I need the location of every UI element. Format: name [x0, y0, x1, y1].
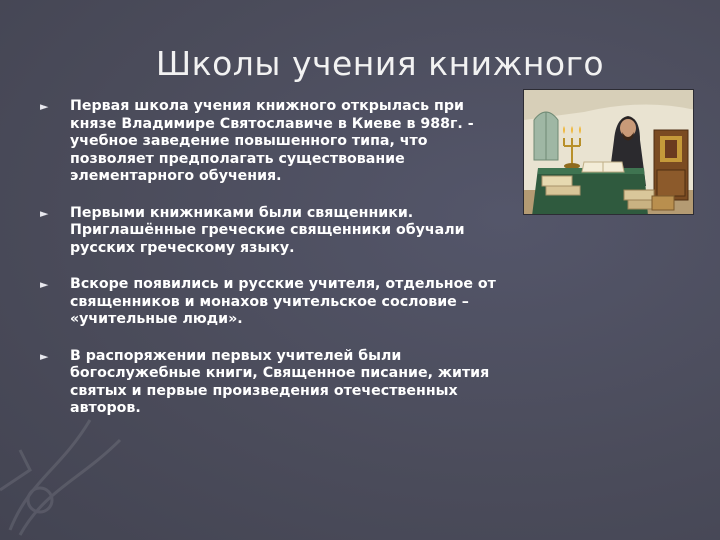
- slide-title: Школы учения книжного: [155, 44, 605, 83]
- triangle-right-icon: ►: [40, 349, 49, 363]
- triangle-right-icon: ►: [40, 278, 49, 291]
- scribe-at-desk-image: [524, 90, 694, 215]
- triangle-right-icon: ►: [40, 206, 49, 220]
- bullet-list: [40, 98, 500, 418]
- bullet-item: [40, 98, 500, 186]
- bullet-item: [40, 205, 500, 258]
- scribe-illustration: [523, 89, 694, 215]
- bullet-text: В распоряжении первых учителей были богослужебные книги, Священное писание, жития святых и первые произведения отечественных авторов.: [70, 347, 490, 416]
- bullet-text: Первая школа учения книжного открылась при князе Владимире Святославиче в Киеве в 988г. - учебное заведение повышенного типа, что позволяет предполагать существование элементарного обучения.: [70, 98, 474, 184]
- bullet-item: [40, 348, 500, 418]
- bullet-item: [40, 276, 500, 329]
- bullet-text: Первыми книжниками были священники. Приглашённые греческие священники обучали русских греческому языку.: [70, 204, 465, 256]
- triangle-right-icon: ►: [40, 100, 49, 113]
- bullet-text: Вскоре появились и русские учителя, отдельное от священников и монахов учительское сословие – «учительные люди».: [70, 276, 496, 327]
